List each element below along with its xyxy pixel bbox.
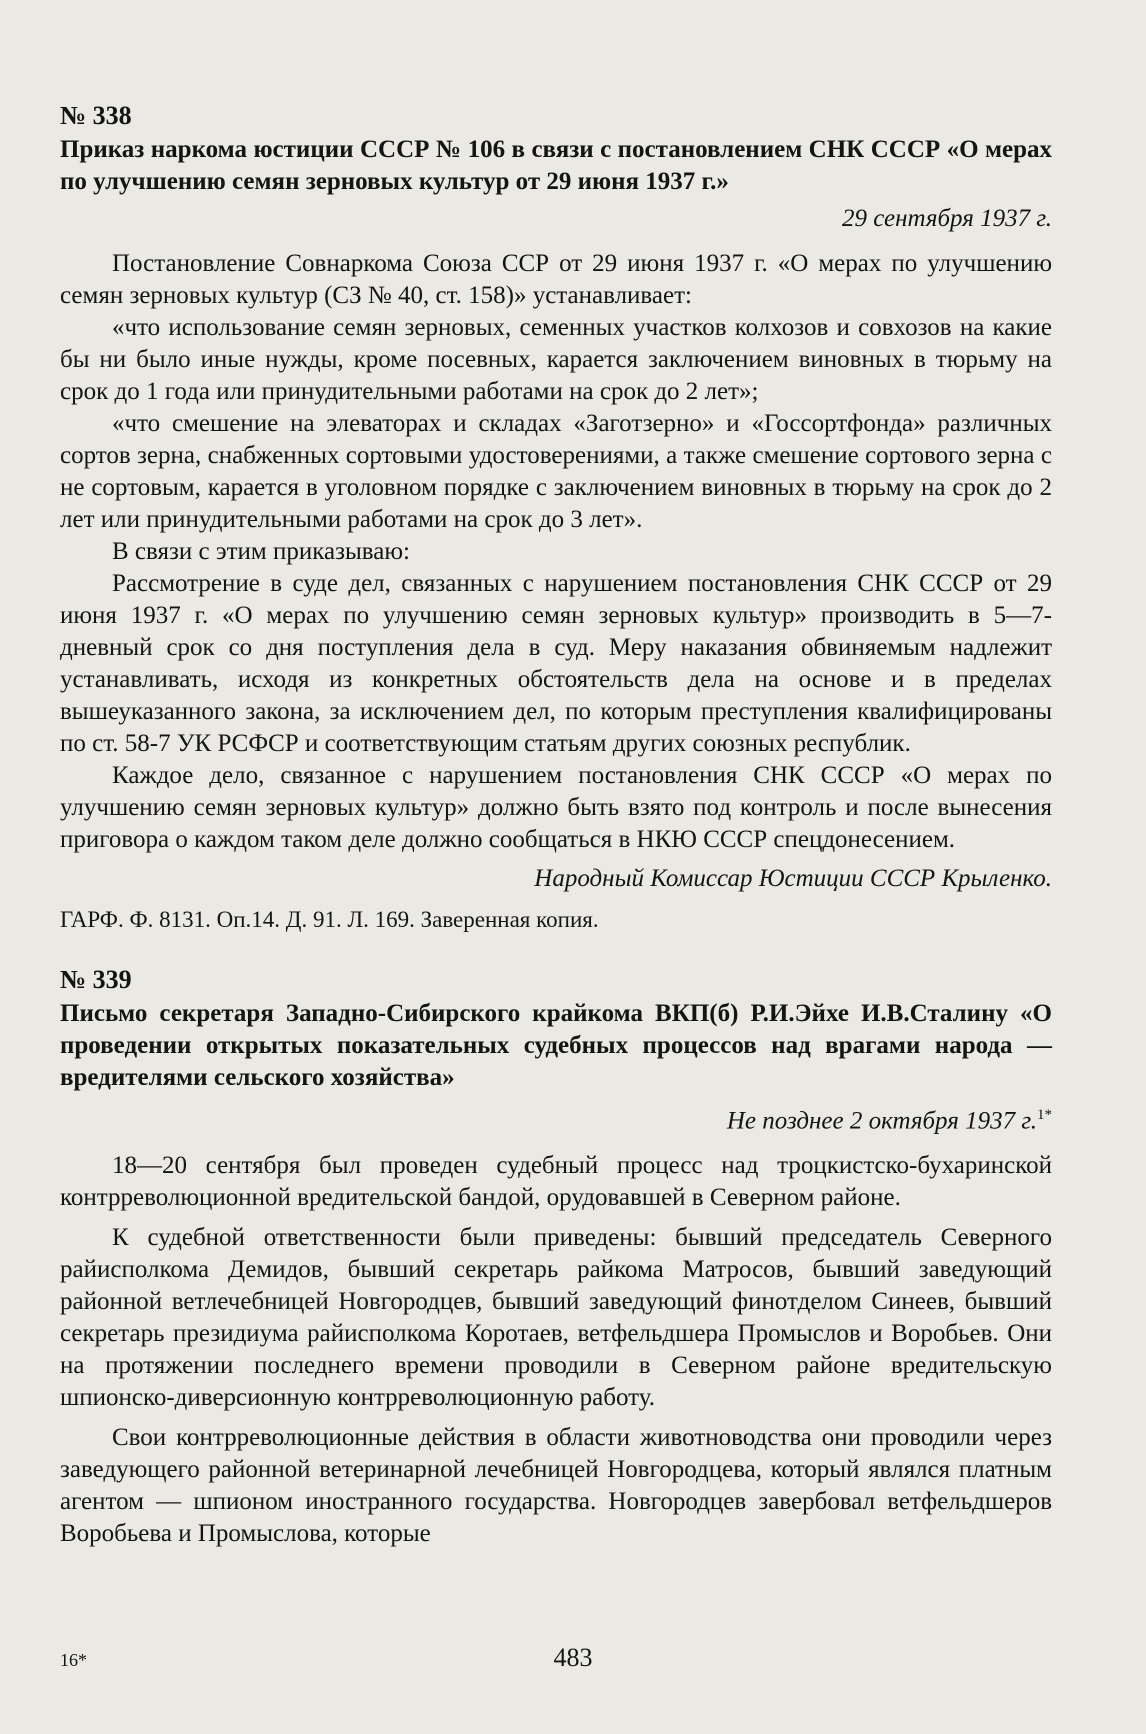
paragraph-gap — [60, 1214, 1052, 1222]
doc-339-paragraph: 18—20 сентября был проведен судебный процесс над троцкистско-бухаринской контрреволюционной вредительской бандой, орудовавшей в Северном районе. — [60, 1152, 1052, 1212]
document-page — [60, 100, 1052, 1550]
doc-338-number: № 338 — [60, 101, 132, 130]
doc-339-title: Письмо секретаря Западно-Сибирского крайкома ВКП(б) Р.И.Эйхе И.В.Сталину «О проведении открытых показательных судебных процессов над врагами народа — вредителями сельского хозяйства» — [60, 1000, 1052, 1091]
doc-338-title: Приказ наркома юстиции СССР № 106 в связи с постановлением СНК СССР «О мерах по улучшению семян зерновых культур от 29 июня 1937 г.» — [60, 136, 1052, 195]
doc-339-footnote-mark: 1* — [1037, 1107, 1052, 1123]
signature-mark: 16* — [60, 1650, 87, 1670]
doc-338-paragraph: «что смешение на элеваторах и складах «Заготзерно» и «Госсортфонда» различных сортов зерна, снабженных сортовыми удостоверениями, а также смешение сортового зерна с не сортовым, карается в уголовном порядке с заключением виновных в тюрьму на срок до 2 лет или принудительными работами на срок до 3 лет». — [60, 410, 1052, 533]
doc-339-number: № 339 — [60, 965, 132, 994]
doc-338-signature: Народный Комиссар Юстиции СССР Крыленко. — [534, 865, 1052, 892]
doc-339-paragraph: К судебной ответственности были приведены: бывший председатель Северного райисполкома Демидов, бывший секретарь райкома Матросов, бывший заведующий районной ветлечебницей Новгородцев, бывший заведующий финотделом Синеев, бывший секретарь президиума райисполкома Коротаев, ветфельдшера Промыслов и Воробьев. Они на протяжении последнего времени проводили в Северном районе вредительскую шпионско-диверсионную контрреволюционную работу. — [60, 1224, 1052, 1412]
doc-339-date: Не позднее 2 октября 1937 г. — [726, 1107, 1037, 1135]
doc-338-paragraph: «что использование семян зерновых, семенных участков колхозов и совхозов на какие бы ни было иные нужды, кроме посевных, карается заключением виновных в тюрьму на срок до 1 года или принудительными работами на срок до 2 лет»; — [60, 314, 1052, 405]
doc-338-paragraph: Постановление Совнаркома Союза ССР от 29 июня 1937 г. «О мерах по улучшению семян зерновых культур (СЗ № 40, ст. 158)» устанавливает: — [60, 250, 1052, 309]
doc-338-source: ГАРФ. Ф. 8131. Оп.14. Д. 91. Л. 169. Заверенная копия. — [60, 907, 599, 932]
doc-338-date: 29 сентября 1937 г. — [841, 205, 1052, 232]
doc-338-paragraph: Рассмотрение в суде дел, связанных с нарушением постановления СНК СССР от 29 июня 1937 г. «О мерах по улучшению семян зерновых культур» производить в 5—7-дневный срок со дня поступления дела в суд. Меру наказания обвиняемым надлежит устанавливать, исходя из конкретных обстоятельств дела на основе и в пределах вышеуказанного закона, за исключением дел, по которым преступления квалифицированы по ст. 58-7 УК РСФСР и соответствующим статьям других союзных республик. — [60, 570, 1052, 757]
doc-339-paragraph: Свои контрреволюционные действия в области животноводства они проводили через заведующего районной ветеринарной лечебницей Новгородцева, который являлся платным агентом — шпионом иностранного государства. Новгородцев завербовал ветфельдшеров Воробьева и Промыслова, которые — [60, 1424, 1052, 1548]
doc-338-paragraph: В связи с этим приказываю: — [112, 538, 410, 565]
doc-338-paragraph: Каждое дело, связанное с нарушением постановления СНК СССР «О мерах по улучшению семян зерновых культур» должно быть взято под контроль и после вынесения приговора о каждом таком деле должно сообщаться в НКЮ СССР спецдонесением. — [60, 762, 1052, 853]
page-number: 483 — [553, 1643, 593, 1672]
doc-339-date-line — [60, 1098, 1052, 1138]
paragraph-gap — [60, 1414, 1052, 1422]
